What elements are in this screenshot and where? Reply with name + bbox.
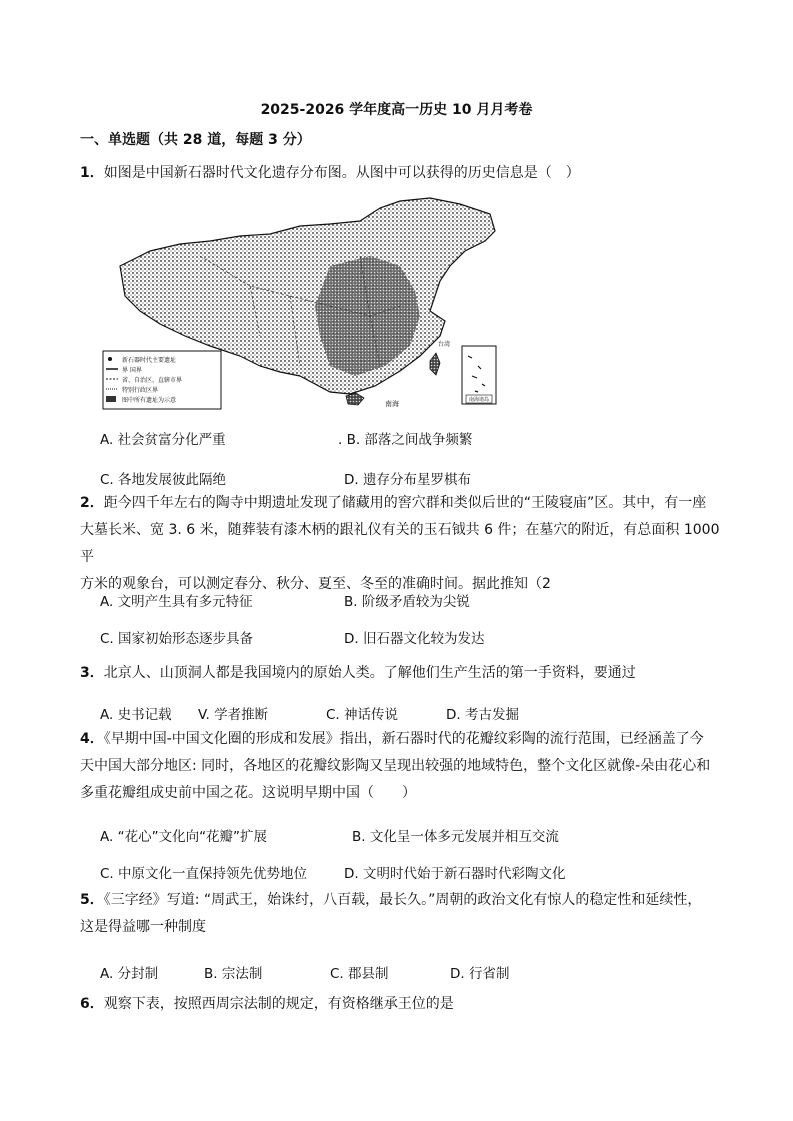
legend-item: 图中所有遗址为示意	[122, 397, 177, 404]
option-a[interactable]: A. “花心”文化向“花瓣”扩展	[100, 829, 268, 845]
question-number: 4．	[80, 731, 104, 747]
option-b[interactable]: B. 文化呈一体多元发展并相互交流	[352, 829, 559, 845]
question-text-line: 这是得益哪一种制度	[80, 919, 206, 935]
taiwan-island	[430, 353, 440, 375]
question-text-line: 天中国大部分地区: 同时，各地区的花瓣纹影陶又呈现出较强的地域特色，整个文化区就像-朵由花心和	[80, 758, 711, 774]
legend-note-marker	[106, 396, 116, 402]
question-number: 3．	[80, 665, 104, 681]
china-neolithic-sites-map	[100, 196, 500, 412]
option-c[interactable]: C. 郡县制	[330, 966, 389, 982]
section-heading: 一、单选题（共 28 道，每题 3 分）	[80, 132, 311, 148]
question-number: 5．	[80, 892, 104, 908]
question-4	[80, 726, 720, 807]
option-a[interactable]: A. 社会贫富分化严重	[100, 432, 226, 448]
option-b[interactable]: B. 宗法制	[204, 966, 263, 982]
question-number: 1．	[80, 165, 104, 181]
question-text: 如图是中国新石器时代文化遗存分布图。从图中可以获得的历史信息是（ ）	[103, 165, 580, 181]
hainan-island	[346, 393, 364, 405]
option-d[interactable]: D. 旧石器文化较为发达	[344, 631, 485, 647]
question-text-line: 《早期中国-中国文化圈的形成和发展》指出，新石器时代的花瓣纹彩陶的流行范围，已经涵盖了今	[103, 731, 704, 747]
legend-item: 界 国界	[122, 367, 142, 374]
question-text-line: 《三字经》写道: “周武王，始诛纣，八百载，最长久。”周朝的政治文化有惊人的稳定性和延续性，	[103, 892, 702, 908]
legend-item: 省、自治区、直辖市界	[122, 377, 183, 384]
south-china-sea-inset	[462, 346, 496, 404]
option-d[interactable]: D. 行省制	[450, 966, 510, 982]
option-c[interactable]: C. 神话传说	[326, 707, 399, 723]
question-1	[80, 160, 580, 187]
question-number: 6．	[80, 996, 104, 1012]
option-b[interactable]: . B. 部落之间战争频繁	[338, 432, 473, 448]
question-number: 2．	[80, 495, 104, 511]
question-text: 北京人、山顶洞人都是我国境内的原始人类。了解他们生产生活的第一手资料，要通过	[103, 665, 636, 681]
option-b[interactable]: V. 学者推断	[198, 707, 269, 723]
south-sea-label: 南海	[385, 400, 399, 408]
question-5	[80, 887, 720, 941]
question-text-line: 多重花瓣组成史前中国之花。这说明早期中国（ ）	[80, 785, 416, 801]
exam-title: 2025-2026 学年度高一历史 10 月月考卷	[260, 102, 533, 118]
question-3	[80, 660, 636, 687]
option-a[interactable]: A. 史书记载	[100, 707, 172, 723]
legend-item: 新石器时代主要遗址	[122, 357, 177, 364]
map-legend	[103, 351, 221, 409]
question-text-line: 大墓长米、宽 3. 6 米，随葬装有漆木柄的跟礼仪有关的玉石钺共 6 件；在墓穴的附近，有总面积 1000 平	[80, 522, 720, 565]
question-6	[80, 991, 454, 1018]
option-d[interactable]: D. 考古发掘	[446, 707, 519, 723]
option-c[interactable]: C. 中原文化一直保持领先优势地位	[100, 866, 308, 882]
option-c[interactable]: C. 国家初始形态逐步具备	[100, 631, 254, 647]
question-text: 观察下表，按照西周宗法制的规定，有资格继承王位的是	[103, 996, 454, 1012]
option-a[interactable]: A. 分封制	[100, 966, 159, 982]
option-b[interactable]: B. 阶级矛盾较为尖锐	[344, 594, 470, 610]
question-text-line: 方米的观象台，可以测定春分、秋分、夏至、冬至的准确时间。据此推知（2	[80, 576, 551, 592]
question-text-line: 距今四千年左右的陶寺中期遗址发现了储藏用的窖穴群和类似后世的“王陵寝庙”区。其中，有一座	[103, 495, 707, 511]
inset-label: 南海诸岛	[468, 397, 490, 403]
question-2	[80, 490, 720, 598]
option-c[interactable]: C. 各地发展彼此隔绝	[100, 472, 227, 488]
legend-item: 特别行政区界	[122, 387, 159, 394]
option-d[interactable]: D. 文明时代始于新石器时代彩陶文化	[344, 866, 566, 882]
taiwan-label: 台湾	[438, 341, 451, 348]
legend-site-marker	[108, 357, 112, 361]
option-d[interactable]: D. 遗存分布星罗棋布	[344, 472, 471, 488]
option-a[interactable]: A. 文明产生具有多元特征	[100, 594, 253, 610]
